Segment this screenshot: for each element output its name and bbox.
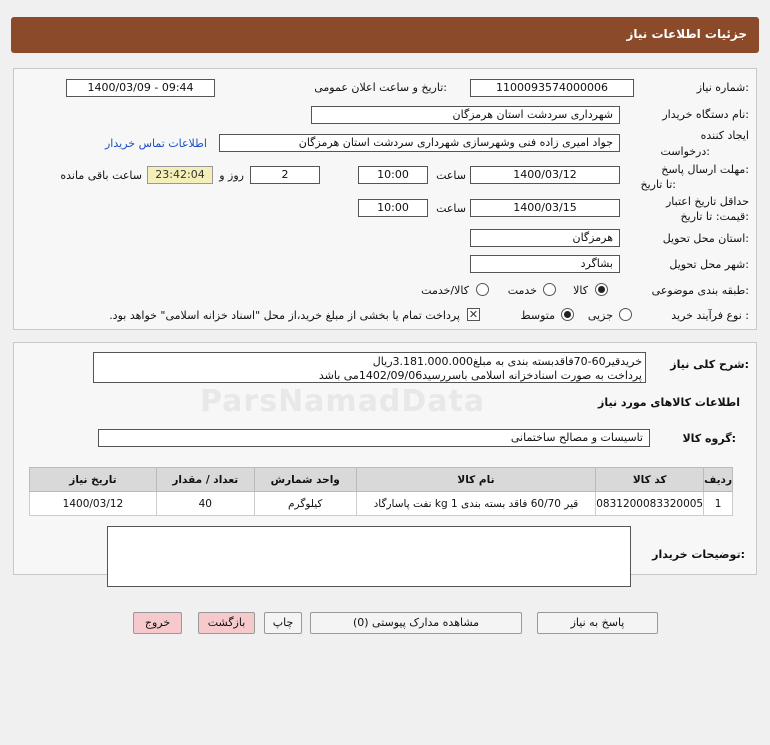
deadline-date-field: 1400/03/12 [470,166,620,184]
goods-table [29,467,733,516]
category-radio-goods[interactable] [595,283,608,296]
description-line-2: پرداخت به صورت اسنادخزانه اسلامی باسررسید1402/09/06می باشد [318,369,642,382]
reply-button[interactable]: پاسخ به نیاز [537,612,658,634]
goods-section-title: اطلاعات کالاهای مورد نیاز [598,396,740,409]
category-option-goods: کالا [573,284,588,297]
col-date: تاریخ نیاز [30,468,157,492]
col-qty: تعداد / مقدار [156,468,254,492]
print-button[interactable]: چاپ [264,612,302,634]
process-label: نوع فرآیند خرید : [671,309,749,322]
goods-table-header [30,468,733,492]
province-field: هرمزگان [470,229,620,247]
attachments-button[interactable]: مشاهده مدارک پیوستی (0) [310,612,522,634]
city-label: شهر محل تحویل: [669,258,749,271]
table-row[interactable] [30,492,733,516]
cell-qty: 40 [156,492,254,516]
col-name: نام کالا [356,468,596,492]
days-field: 2 [250,166,320,184]
cell-date: 1400/03/12 [30,492,157,516]
goods-group-label: گروه کالا: [682,432,736,445]
validity-date-field: 1400/03/15 [470,199,620,217]
watermark: ParsNamadData [200,384,486,419]
need-number-label: شماره نیاز: [696,81,749,94]
category-radio-service[interactable] [543,283,556,296]
creator-label-1: ایجاد کننده [700,129,749,142]
category-option-goods-service: کالا/خدمت [421,284,469,297]
validity-label-1: حداقل تاریخ اعتبار [665,195,749,208]
back-button[interactable]: بازگشت [198,612,255,634]
validity-time-label: ساعت [436,202,466,215]
cell-unit: کیلوگرم [254,492,356,516]
announce-field: 1400/03/09 - 09:44 [66,79,215,97]
description-line-1: خریدقیر60-70فاقدبسته بندی به مبلغ3.181.000.000ریال [372,355,642,368]
cell-row: 1 [704,492,733,516]
province-label: استان محل تحویل: [662,232,749,245]
deadline-label-2: تا تاریخ: [640,178,676,191]
category-label: طبقه بندی موضوعی: [651,284,749,297]
col-code: کد کالا [596,468,704,492]
validity-label-2: قیمت: تا تاریخ: [680,210,749,223]
deadline-label-1: مهلت ارسال پاسخ: [661,163,749,176]
process-radio-medium[interactable] [561,308,574,321]
remaining-label: ساعت باقی مانده [60,169,142,182]
announce-label: تاریخ و ساعت اعلان عمومی: [314,81,447,94]
creator-field: جواد امیری زاده فنی وشهرسازی شهرداری سردشت استان هرمزگان [219,134,620,152]
window-title: جزئيات اطلاعات نياز [626,27,747,41]
contact-buyer-link[interactable]: اطلاعات تماس خریدار [105,137,207,150]
days-label: روز و [219,169,244,182]
process-option-medium: متوسط [520,309,555,322]
cell-name: قیر 60/70 فاقد بسته بندی 1 kg نفت پاسارگاد [356,492,596,516]
city-field: بشاگرد [470,255,620,273]
goods-group-field: تاسیسات و مصالح ساختمانی [98,429,650,447]
creator-label-2: درخواست: [660,145,710,158]
col-row: ردیف [704,468,733,492]
buyer-notes-box [107,526,631,587]
col-unit: واحد شمارش [254,468,356,492]
buyer-org-label: نام دستگاه خریدار: [662,108,749,121]
validity-time-field: 10:00 [358,199,428,217]
category-option-service: خدمت [507,284,537,297]
treasury-payment-note: پرداخت تمام یا بخشی از مبلغ خرید،از محل "اسناد خزانه اسلامی" خواهد بود. [109,309,460,322]
process-radio-minor[interactable] [619,308,632,321]
remaining-timer: 23:42:04 [147,166,213,184]
exit-button[interactable]: خروج [133,612,182,634]
cell-code: 0831200083320005 [596,492,704,516]
deadline-time-label: ساعت [436,169,466,182]
need-number-field: 1100093574000006 [470,79,634,97]
buyer-notes-label: توضیحات خریدار: [652,548,745,561]
description-label: شرح کلی نیاز: [670,358,749,371]
category-radio-goods-service[interactable] [476,283,489,296]
window-title-bar [11,17,759,53]
treasury-payment-checkbox[interactable]: ✕ [468,308,479,321]
deadline-time-field: 10:00 [358,166,428,184]
process-option-minor: جزیی [587,309,613,322]
buyer-org-field: شهرداری سردشت استان هرمزگان [311,106,620,124]
